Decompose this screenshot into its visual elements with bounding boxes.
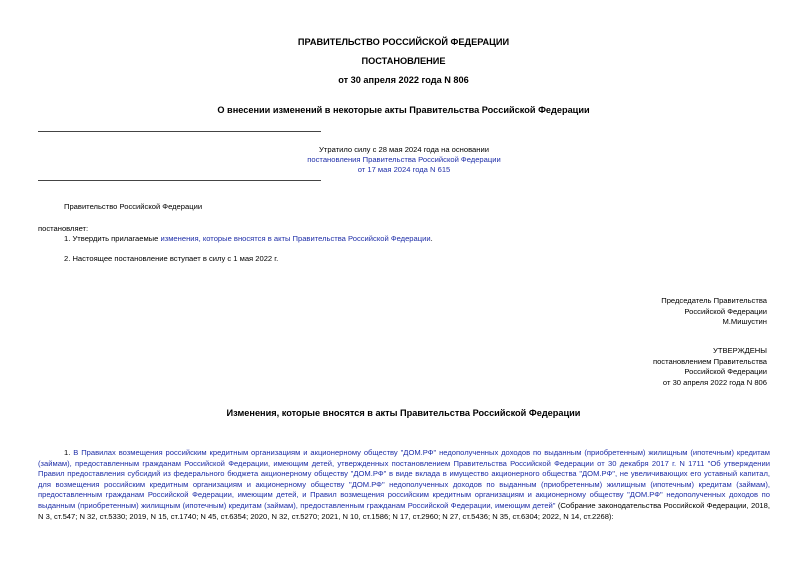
item-1-suffix: .	[430, 234, 433, 243]
document-title: О внесении изменений в некоторые акты Правительства Российской Федерации	[217, 105, 590, 115]
repeal-link-line1[interactable]: постановления Правительства Российской Федерации	[307, 155, 501, 164]
signature-name: М.Мишустин	[722, 317, 767, 327]
approval-line2: постановлением Правительства	[652, 356, 767, 366]
document-date-number: от 30 апреля 2022 года N 806	[338, 75, 469, 85]
item-2: 2. Настоящее постановление вступает в силу с 1 мая 2022 г.	[64, 254, 279, 263]
intro-text: Правительство Российской Федерации	[64, 202, 203, 211]
item-1	[64, 234, 433, 244]
signature-country: Российской Федерации	[684, 306, 767, 316]
approval-date: от 30 апреля 2022 года N 806	[662, 377, 767, 387]
item-1-prefix: 1. Утвердить прилагаемые	[64, 234, 161, 243]
signature-block	[661, 296, 767, 328]
paragraph-tail: (Собрание законодательства Российской Федерации, 2018, N 3, ст.547; N 32, ст.5330; 2019, N 15, ст.1740; N 45, ст.6354; 2020, N 32, ст.5270; 2021, N 10, ст.1586; N 17, ст.2960; N 27, ст.5436; N 35, ст.6304; 2022, N 14, ст.2268):	[38, 500, 770, 521]
divider-top	[38, 131, 321, 132]
status-text: Утратило силу с 28 мая 2024 года на основании	[319, 145, 489, 154]
divider-bottom	[38, 180, 321, 181]
changes-paragraph-1	[38, 448, 770, 522]
rules-link[interactable]: В Правилах возмещения российским кредитным организациям и акционерному обществу "ДОМ.РФ" недополученных доходов по выданным (приобретенным) жилищным (ипотечным) кредитам (займам), предоставленным гражданам Российской Федерации, имеющим детей, утвержденных постановлением Правительства Российской Федерации от 30 декабря 2017 г. N 1711 "Об утверждении Правил предоставления субсидий из федерального бюджета акционерному обществу "ДОМ.РФ" в виде вклада в имущество акционерного общества "ДОМ.РФ", не увеличивающих его уставный капитал, для возмещения российским кредитным организациям и акционерному обществу "ДОМ.РФ" недополученных доходов по выданным (приобретенным) жилищным (ипотечным) кредитам (займам), предоставленным гражданам Российской Федерации, имеющим детей, и Правил возмещения российским кредитным организациям и акционерному обществу "ДОМ.РФ" недополученных доходов по выданным (приобретенным) жилищным (ипотечным) кредитам (займам), предоставленным гражданам Российской Федерации, имеющим детей"	[38, 448, 770, 510]
paragraph-number: 1.	[64, 448, 74, 457]
approval-line3: Российской Федерации	[684, 367, 767, 377]
resolves-text: постановляет:	[38, 224, 89, 233]
document-type-heading: ПОСТАНОВЛЕНИЕ	[361, 56, 446, 66]
repeal-link-line2[interactable]: от 17 мая 2024 года N 615	[357, 165, 451, 174]
government-heading: ПРАВИТЕЛЬСТВО РОССИЙСКОЙ ФЕДЕРАЦИИ	[297, 37, 510, 47]
changes-title: Изменения, которые вносятся в акты Правительства Российской Федерации	[226, 408, 581, 418]
changes-link[interactable]: изменения, которые вносятся в акты Правительства Российской Федерации	[160, 234, 431, 243]
status-block	[304, 145, 504, 175]
approval-block	[653, 346, 767, 388]
signature-position: Председатель Правительства	[661, 296, 767, 305]
approval-label: УТВЕРЖДЕНЫ	[713, 346, 767, 355]
